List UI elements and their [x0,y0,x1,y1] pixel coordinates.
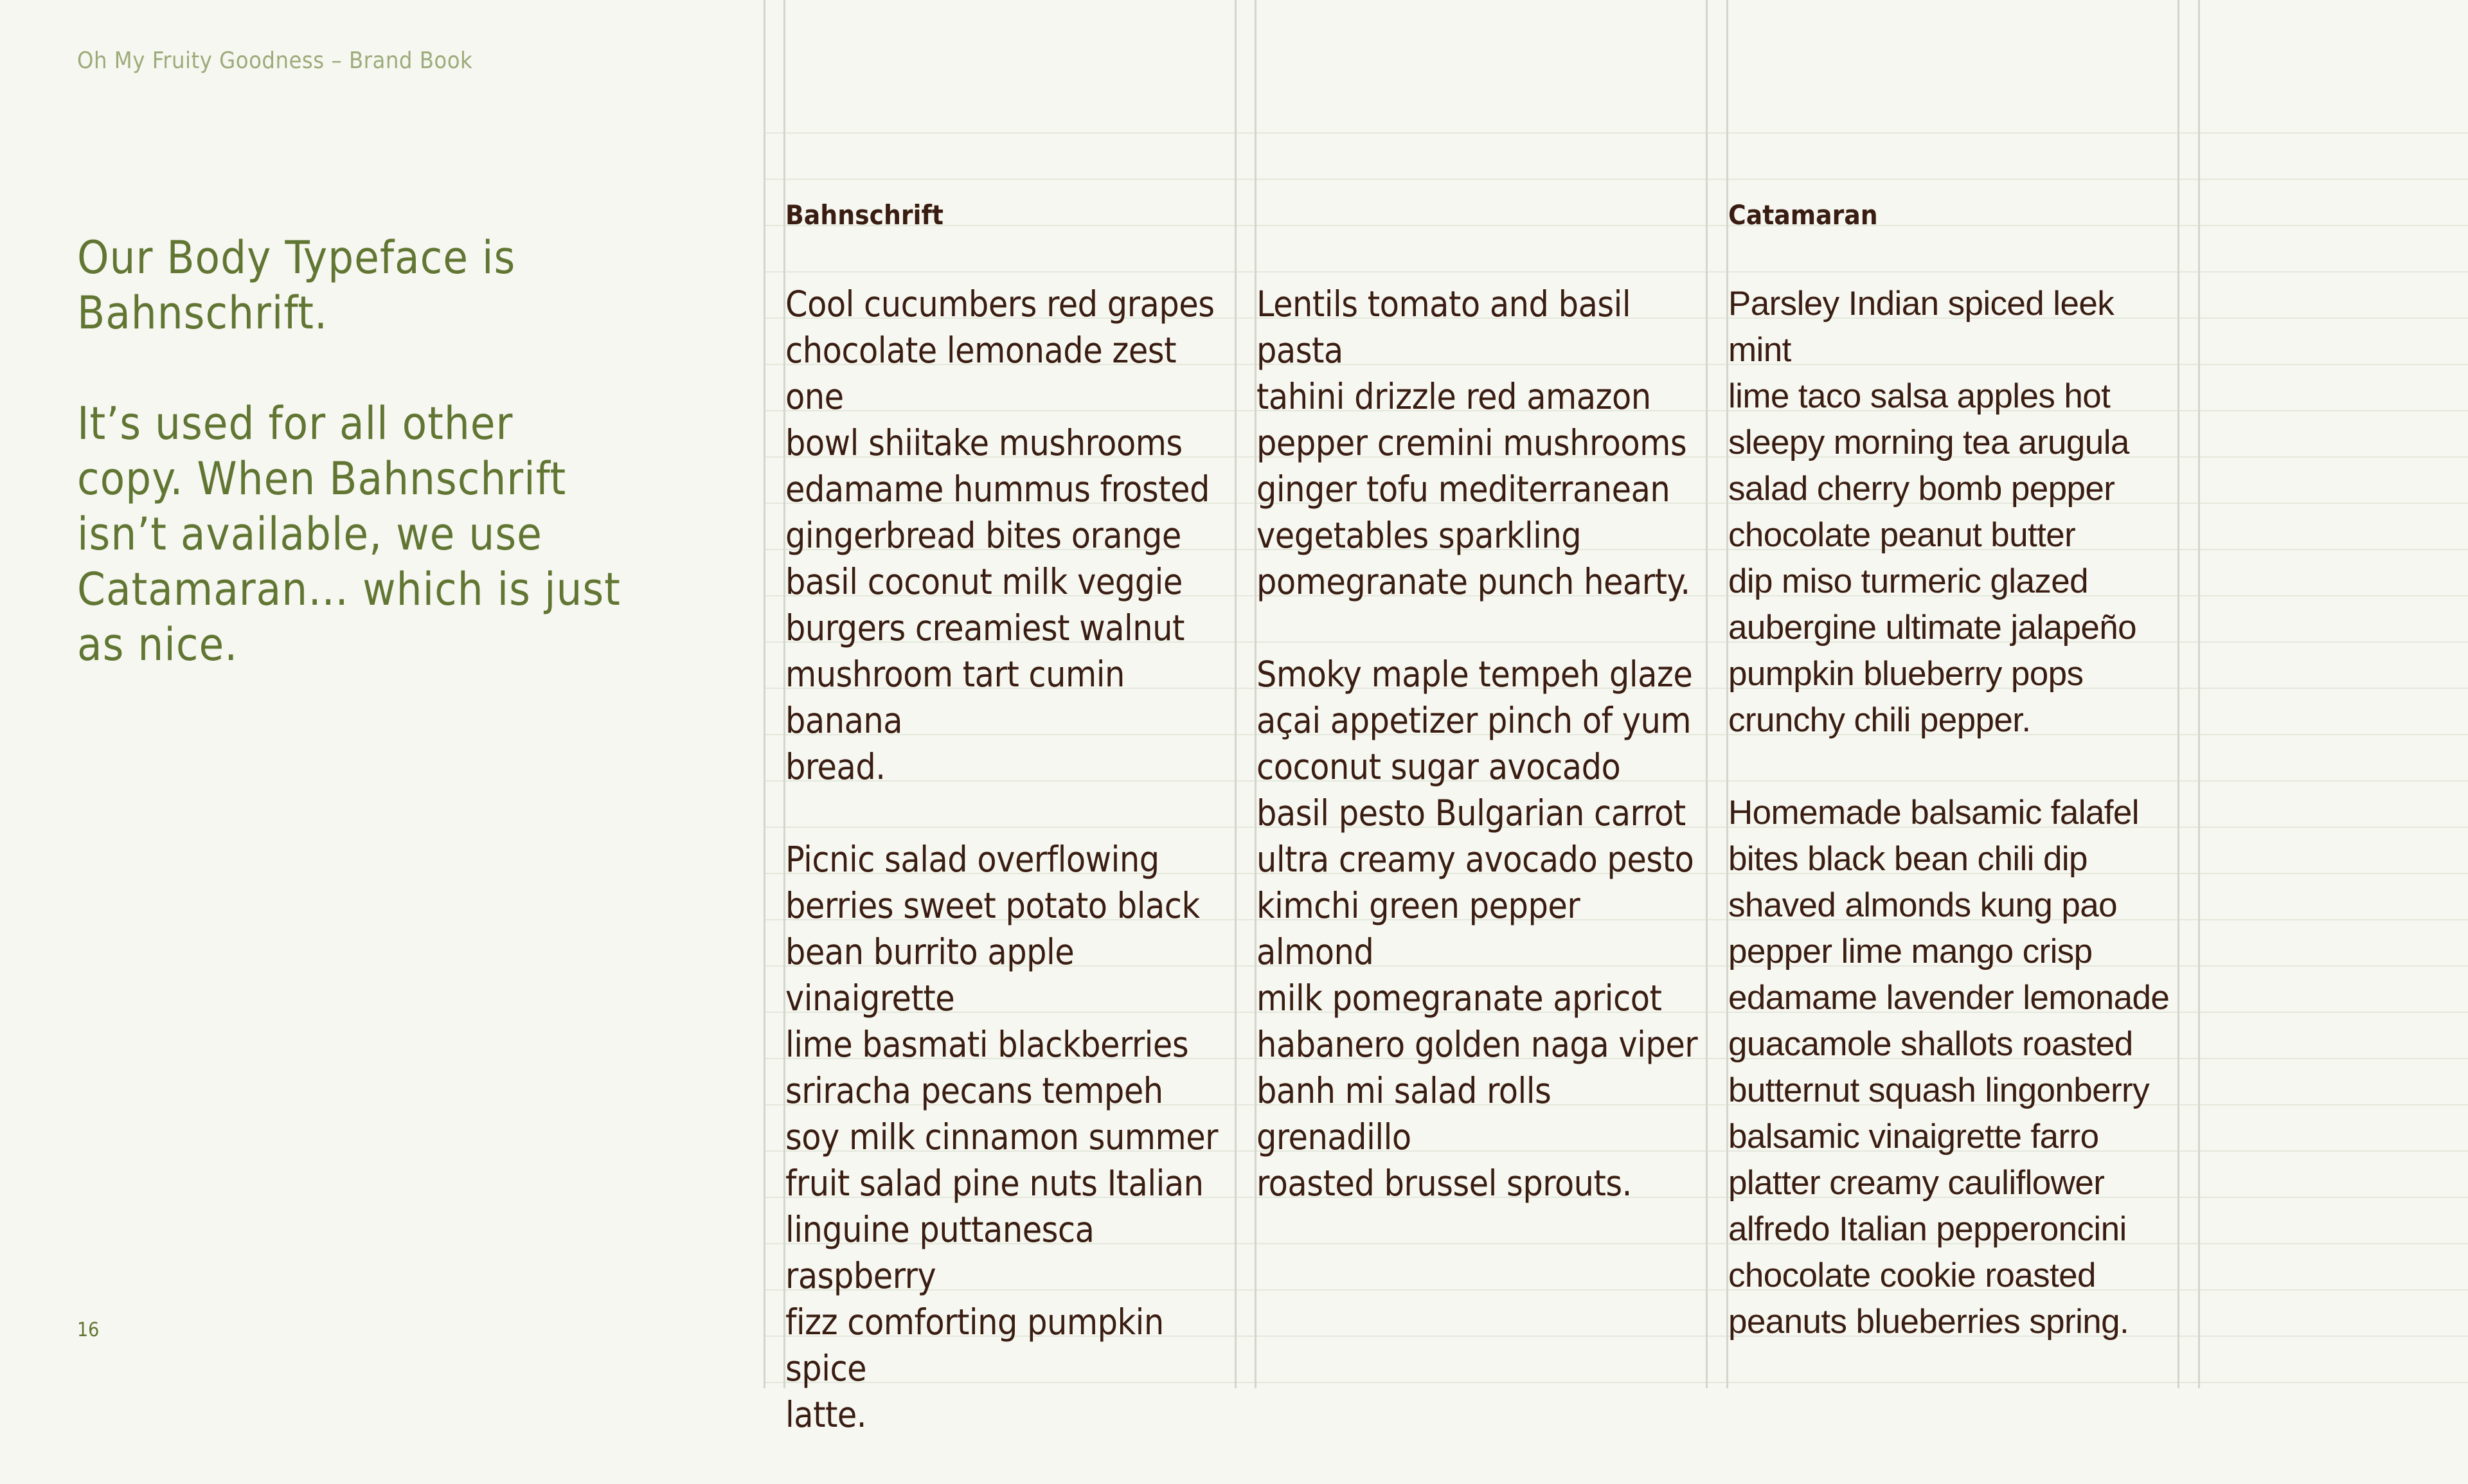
column-bahnschrift-sample-1 [785,281,1235,1484]
column-catamaran-sample [1728,281,2178,1391]
document-header: Oh My Fruity Goodness – Brand Book [77,48,473,74]
column-guide [2198,0,2200,1388]
sample-paragraph: Parsley Indian spiced leek mint lime taco salsa apples hot sleepy morning tea arugula salad cherry bomb pepper chocolate peanut butter dip miso turmeric glazed aubergine ultimate jalapeño pumpkin blueberry pops crunchy chili pepper. [1728,285,2136,739]
column-guide [764,0,765,1388]
grid-line [765,132,2468,134]
grid-line [765,271,2468,273]
column-title-catamaran: Catamaran [1728,199,1878,231]
column-title-bahnschrift: Bahnschrift [785,199,943,231]
column-bahnschrift-sample-2 [1256,281,1706,1253]
grid-line [765,179,2468,180]
page-number: 16 [77,1319,100,1341]
intro-block [77,230,643,728]
intro-heading: Our Body Typeface is Bahnschrift. [77,231,516,339]
sample-paragraph: Picnic salad overflowing berries sweet potato black bean burrito apple vinaigrette lime basmati blackberries sriracha pecans tempeh soy milk cinnamon summer fruit salad pine nuts Italian linguine puttanesca raspberry fizz comforting pumpkin spice latte. [785,839,1219,1435]
grid-line [765,225,2468,226]
intro-body: It’s used for all other copy. When Bahnschrift isn’t available, we use Catamaran… which is just as nice. [77,397,621,671]
sample-paragraph: Smoky maple tempeh glaze açai appetizer pinch of yum coconut sugar avocado basil pesto Bulgarian carrot ultra creamy avocado pesto kimchi green pepper almond milk pomegranate apricot habanero golden naga viper banh mi salad rolls grenadillo roasted brussel sprouts. [1256,654,1698,1204]
sample-paragraph: Cool cucumbers red grapes chocolate lemonade zest one bowl shiitake mushrooms edamame hummus frosted gingerbread bites orange basil coconut milk veggie burgers creamiest walnut mushroom tart cumin banana bread. [785,283,1215,787]
sample-paragraph: Homemade balsamic falafel bites black bean chili dip shaved almonds kung pao pepper lime mango crisp edamame lavender lemonade guacamole shallots roasted butternut squash lingonberry balsamic vinaigrette farro platter creamy cauliflower alfredo Italian pepperoncini chocolate cookie roasted peanuts blueberries spring. [1728,794,2170,1341]
sample-paragraph: Lentils tomato and basil pasta tahini drizzle red amazon pepper cremini mushrooms ginger tofu mediterranean vegetables sparkling pomegranate punch hearty. [1256,283,1690,602]
